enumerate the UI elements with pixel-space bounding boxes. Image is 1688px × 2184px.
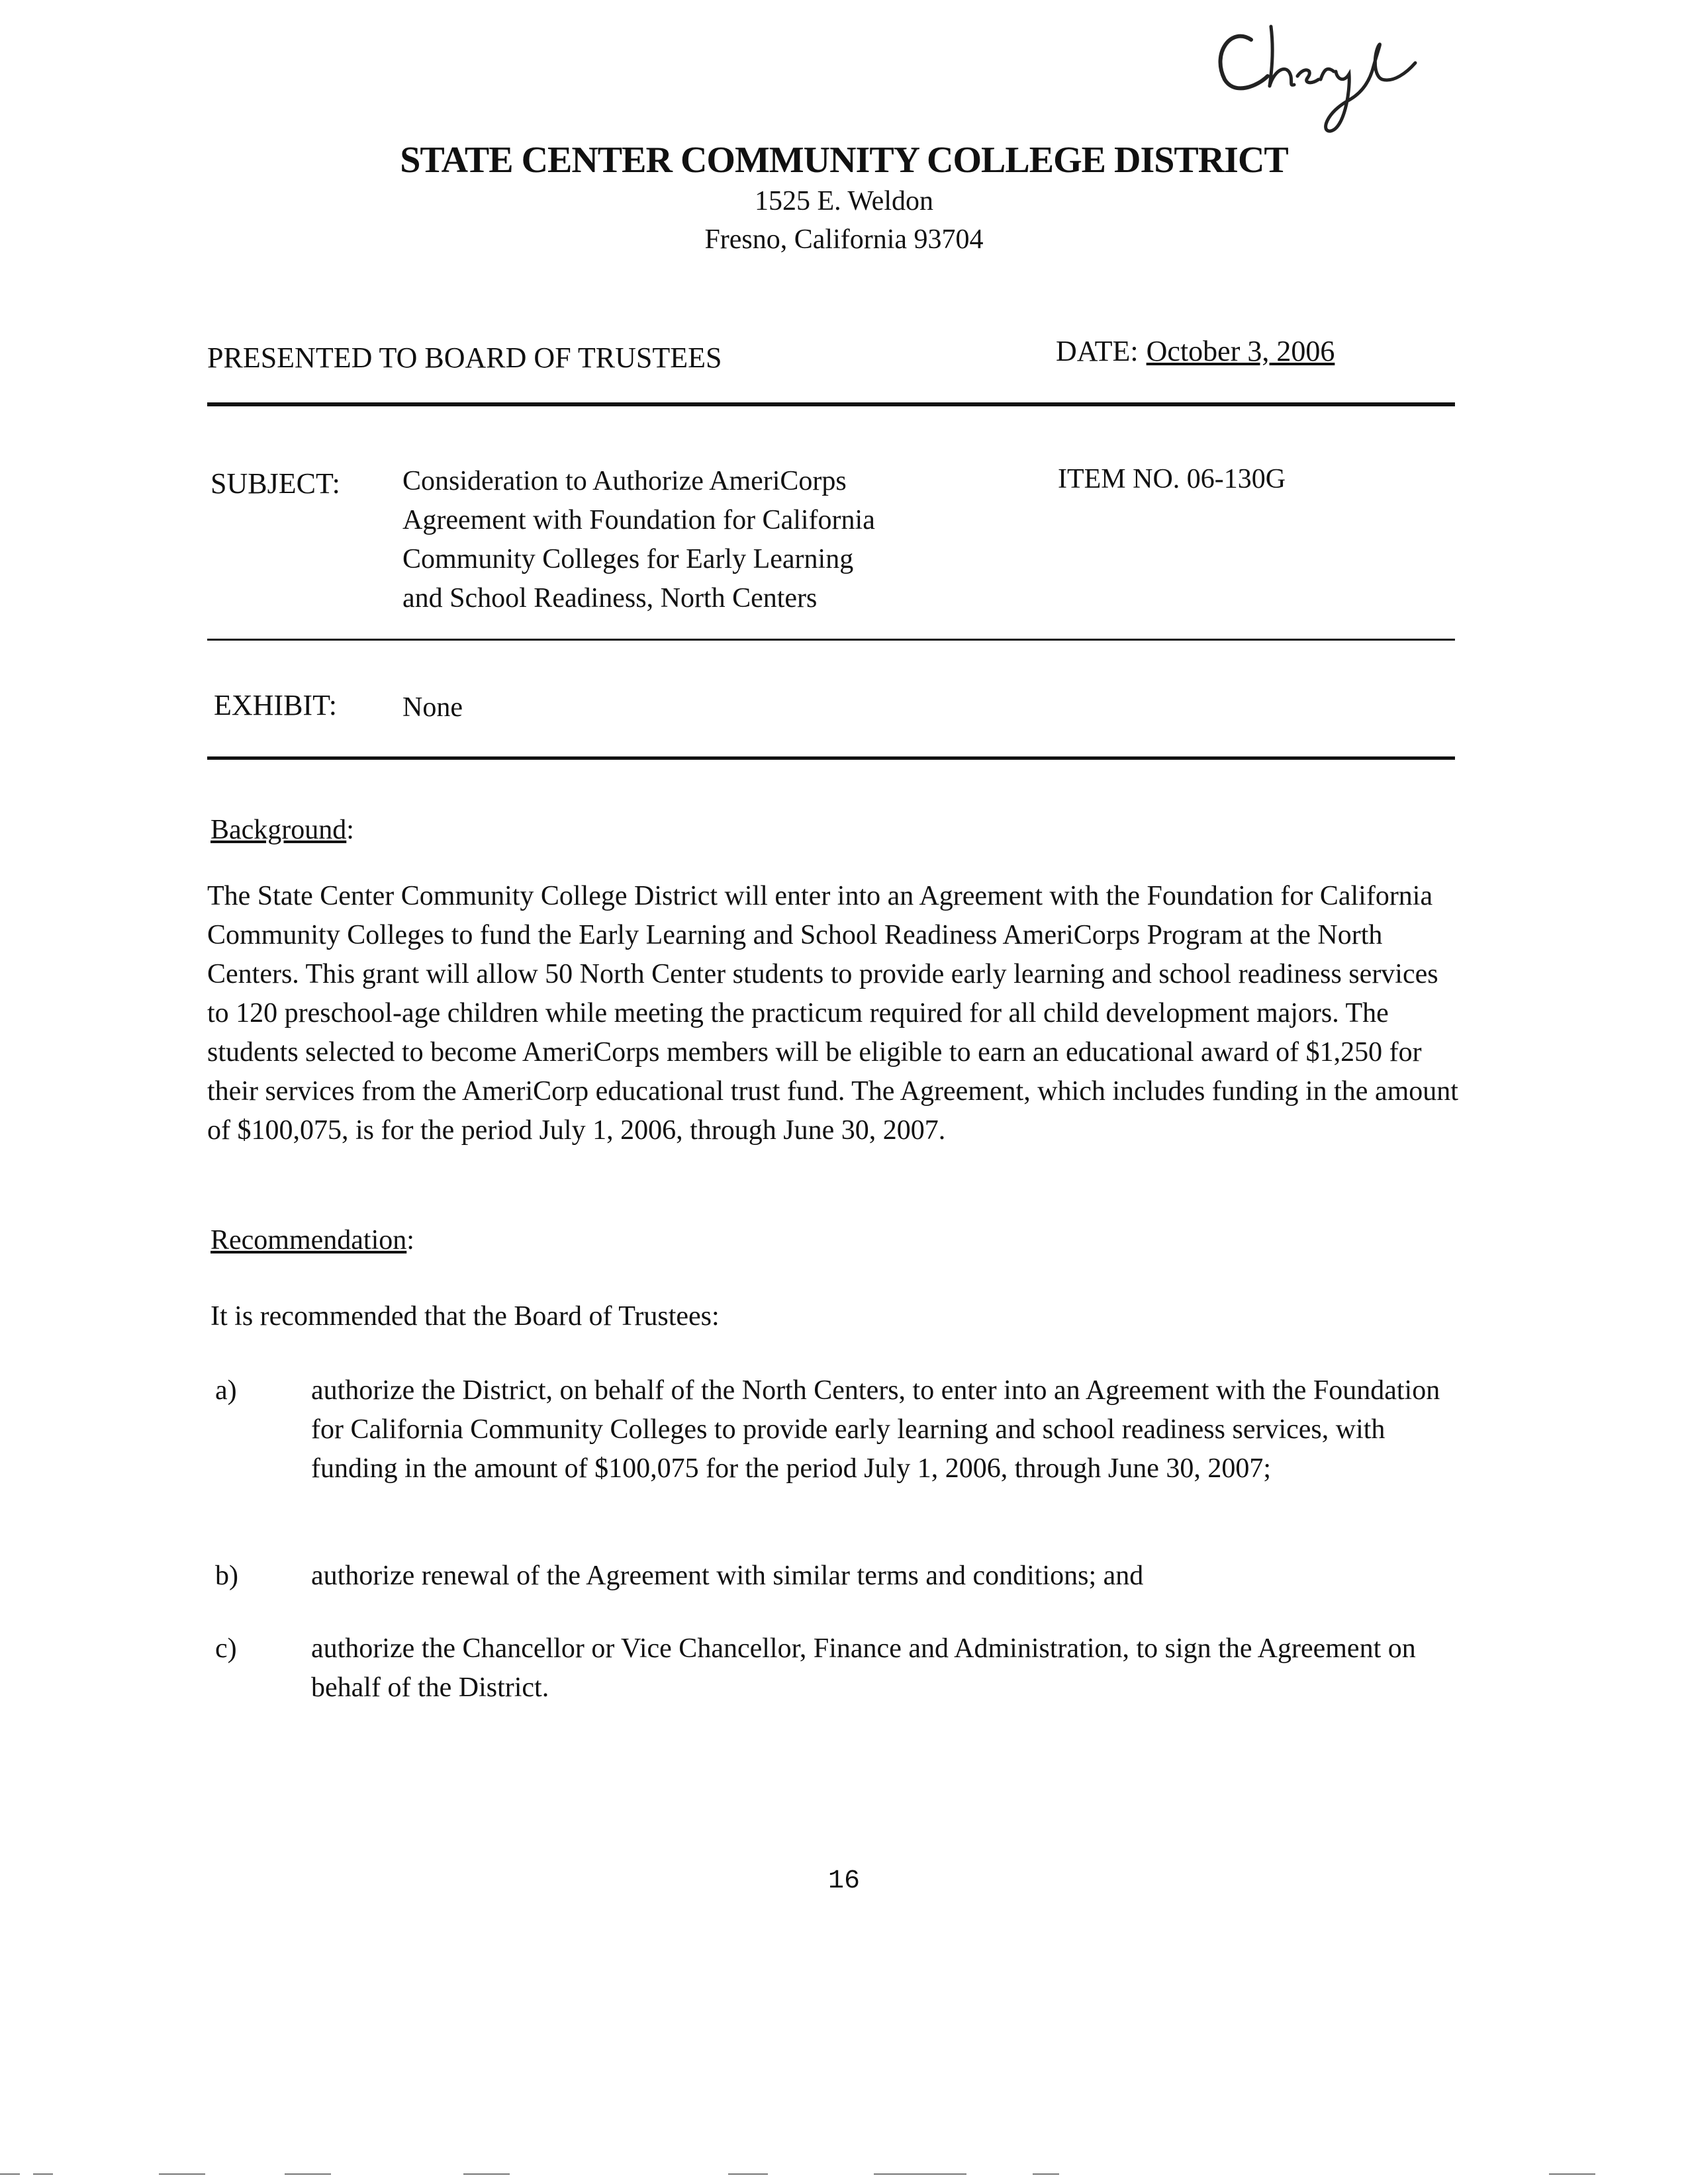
- recommendation-intro: It is recommended that the Board of Trustees:: [211, 1301, 720, 1332]
- recommendation-item-text: authorize renewal of the Agreement with similar terms and conditions; and: [311, 1561, 1144, 1591]
- organization-name: STATE CENTER COMMUNITY COLLEGE DISTRICT: [400, 140, 1288, 181]
- subject-line: Community Colleges for Early Learning: [402, 544, 854, 574]
- exhibit-label: EXHIBIT:: [214, 689, 337, 721]
- subject-line: Agreement with Foundation for California: [402, 505, 875, 535]
- item-number: ITEM NO. 06-130G: [1058, 464, 1286, 494]
- background-heading: [211, 811, 354, 850]
- divider-rule: [207, 756, 1455, 760]
- heading-colon: :: [406, 1225, 414, 1255]
- address-line-1: 1525 E. Weldon: [755, 186, 933, 216]
- item-letter: b): [215, 1561, 238, 1591]
- presented-to-label: PRESENTED TO BOARD OF TRUSTEES: [207, 341, 722, 374]
- page-number: 16: [827, 1866, 860, 1896]
- subject-line: and School Readiness, North Centers: [402, 583, 818, 614]
- heading-colon: :: [346, 815, 354, 845]
- background-heading-text: Background: [211, 815, 347, 845]
- scan-artifact-line: [0, 2171, 1688, 2177]
- recommendation-item-text: authorize the District, on behalf of the North Centers, to enter into an Agreement with the Foundation for California Community Colleges to provide early learning and school readiness services, with funding in the amount of $100,075 for the period July 1, 2006, through June 30, 2007;: [311, 1375, 1440, 1484]
- recommendation-item-text: authorize the Chancellor or Vice Chancellor, Finance and Administration, to sign the Agreement on behalf of the District.: [311, 1633, 1416, 1703]
- date-label: DATE:: [1056, 335, 1139, 367]
- item-letter: c): [215, 1633, 237, 1664]
- subject-text: [402, 462, 998, 618]
- background-paragraph: The State Center Community College District will enter into an Agreement with the Foundation for California Community Colleges to fund the Early Learning and School Readiness AmeriCorps Program at the North Centers. This grant will allow 50 North Center students to provide early learning and school readiness services to 120 preschool-age children while meeting the practicum required for all child development majors. The students selected to become AmeriCorps members will be eligible to earn an educational award of $1,250 for their services from the AmeriCorp educational trust fund. The Agreement, which includes funding in the amount of $100,075, is for the period July 1, 2006, through June 30, 2007.: [207, 881, 1458, 1146]
- date-value: October 3, 2006: [1146, 335, 1335, 367]
- address-line-2: Fresno, California 93704: [704, 224, 984, 255]
- subject-line: Consideration to Authorize AmeriCorps: [402, 466, 847, 496]
- handwritten-signature: [1205, 13, 1423, 146]
- recommendation-heading: [211, 1221, 414, 1260]
- recommendation-heading-text: Recommendation: [211, 1225, 407, 1255]
- subject-label: SUBJECT:: [211, 467, 340, 500]
- divider-rule: [207, 639, 1455, 641]
- item-letter: a): [215, 1375, 237, 1406]
- exhibit-value: None: [402, 692, 463, 723]
- date-field: [1056, 334, 1394, 368]
- divider-rule: [207, 402, 1455, 406]
